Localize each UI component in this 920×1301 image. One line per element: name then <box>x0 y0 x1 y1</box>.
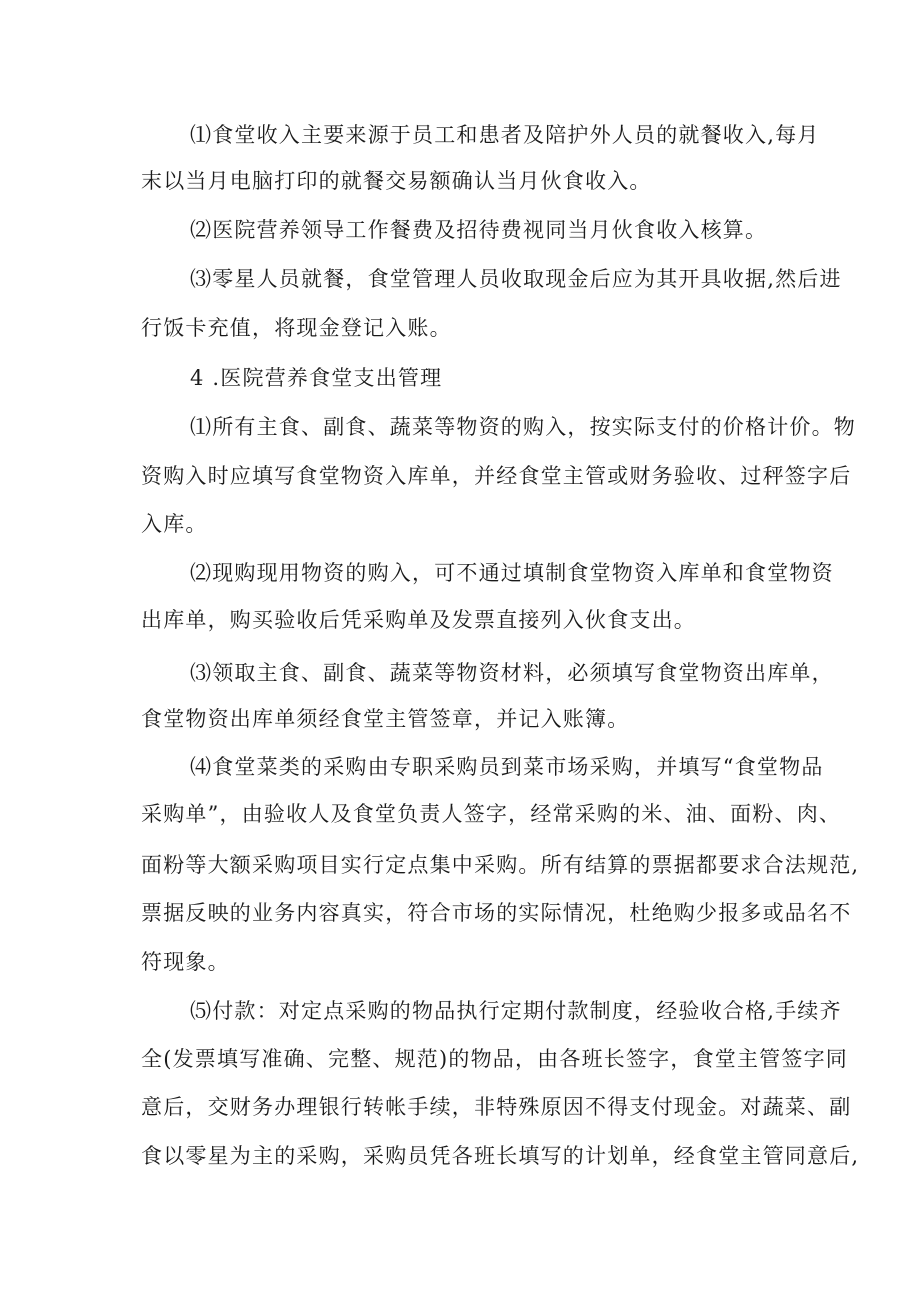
text-line: ⑴食堂收入主要来源于员工和患者及陪护外人员的就餐收入,每月 <box>190 123 820 147</box>
text-line: ⑵现购现用物资的购入，可不通过填制食堂物资入库单和食堂物资 <box>190 561 834 585</box>
text-line: ⑴所有主食、副食、蔬菜等物资的购入，按实际支付的价格计价。物 <box>190 415 856 439</box>
text-line: 入库。 <box>141 512 208 536</box>
text-line: 票据反映的业务内容真实，符合市场的实际情况，杜绝购少报多或品名不 <box>141 901 852 925</box>
text-line: ⑵医院营养领导工作餐费及招待费视同当月伙食收入核算。 <box>190 218 768 242</box>
text-line: 食堂物资出库单须经食堂主管签章，并记入账簿。 <box>141 707 630 731</box>
text-line: ⑶零星人员就餐，食堂管理人员收取现金后应为其开具收据,然后进 <box>190 267 842 291</box>
text-line: 出库单，购买验收后凭采购单及发票直接列入伙食支出。 <box>141 608 696 632</box>
text-line: 符现象。 <box>141 950 230 974</box>
text-line: 采购单”，由验收人及食堂负责人签字，经常采购的米、油、面粉、肉、 <box>141 802 842 826</box>
text-line: 全(发票填写准确、完整、规范)的物品，由各班长签字，食堂主管签字同 <box>141 1047 848 1071</box>
text-line: 食以零星为主的采购，采购员凭各班长填写的计划单，经食堂主管同意后, <box>141 1144 860 1168</box>
text-line: ⑶领取主食、副食、蔬菜等物资材料，必须填写食堂物资出库单， <box>190 661 834 685</box>
text-line: ⑸付款：对定点采购的物品执行定期付款制度，经验收合格,手续齐 <box>190 999 842 1023</box>
text-line: 意后，交财务办理银行转帐手续，非特殊原因不得支付现金。对蔬菜、副 <box>141 1095 852 1119</box>
text-line: 面粉等大额采购项目实行定点集中采购。所有结算的票据都要求合法规范, <box>141 853 860 877</box>
text-line: ⑷食堂菜类的采购由专职采购员到菜市场采购，并填写“食堂物品 <box>190 755 824 779</box>
text-line: 行饭卡充值，将现金登记入账。 <box>141 316 452 340</box>
text-line: 末以当月电脑打印的就餐交易额确认当月伙食收入。 <box>141 169 652 193</box>
text-line: 资购入时应填写食堂物资入库单，并经食堂主管或财务验收、过秤签字后 <box>141 464 852 488</box>
section-heading: 4 .医院营养食堂支出管理 <box>190 366 443 390</box>
